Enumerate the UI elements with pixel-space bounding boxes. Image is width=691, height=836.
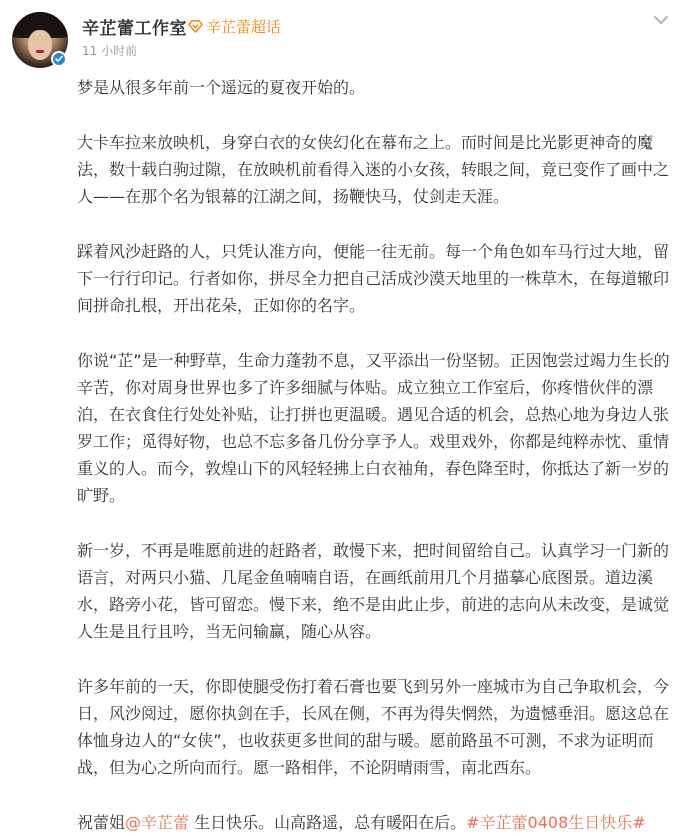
supertopic-link[interactable] (188, 15, 281, 37)
diamond-icon (188, 19, 203, 34)
post-closing (77, 809, 682, 836)
post-timestamp[interactable]: 11 小时前 (82, 44, 138, 58)
closing-prefix: 祝蕾姐 (77, 813, 126, 832)
closing-text: 生日快乐。山高路遥，总有暖阳在后。 (189, 813, 467, 832)
post-paragraph: 大卡车拉来放映机，身穿白衣的女侠幻化在幕布之上。而时间是比光影更神奇的魔法，数十载白驹过隙，在放映机前看得入迷的小女孩，转眼之间，竟已变作了画中之人——在那个名为银幕的江湖之间，扬鞭快马，仗剑走天涯。 (77, 133, 670, 206)
more-button[interactable] (652, 12, 670, 26)
verified-badge-icon (51, 51, 67, 67)
author-name[interactable]: 辛芷蕾工作室 (82, 19, 187, 39)
chevron-down-icon (652, 13, 670, 27)
post-body (77, 74, 682, 836)
avatar-lips (36, 50, 44, 53)
post-paragraph: 你说“芷”是一种野草，生命力蓬勃不息，又平添出一份坚韧。正因饱尝过竭力生长的辛苦，你对周身世界也多了许多细腻与体贴。成立独立工作室后，你疼惜伙伴的漂泊，在衣食住行处处补贴，让打拼也更温暖。遇见合适的机会，总热心地为身边人张罗工作；觅得好物，也总不忘多备几份分享予人。戏里戏外，你都是纯粹赤忱、重情重义的人。而今，敦煌山下的风轻轻拂上白衣袖角，春色降至时，你抵达了新一岁的旷野。 (77, 351, 670, 505)
checkmark-icon (55, 55, 63, 63)
post-paragraph: 许多年前的一天，你即使腿受伤打着石膏也要飞到另外一座城市为自己争取机会，今日，风沙阅过，愿你执剑在手，长风在侧，不再为得失惘然，为遗憾垂泪。愿这总在体恤身边人的“女侠”，也收获更多世间的甜与暖。愿前路虽不可测，不求为证明而战，但为心之所向而行。愿一路相伴，不论阴晴雨雪，南北西东。 (77, 677, 670, 777)
hashtag-link[interactable]: #辛芷蕾0408生日快乐# (466, 813, 646, 832)
post-header (0, 0, 691, 70)
post-paragraph: 踩着风沙赶路的人，只凭认准方向，便能一往无前。每一个角色如车马行过大地，留下一行行印记。行者如你，拼尽全力把自己活成沙漠天地里的一株草木，在每道辙印间拼命扎根，开出花朵，正如你的名字。 (77, 242, 670, 315)
avatar-face (28, 30, 52, 60)
post-paragraph: 梦是从很多年前一个遥远的夏夜开始的。 (77, 78, 366, 97)
post-paragraph: 新一岁，不再是唯愿前进的赶路者，敢慢下来，把时间留给自己。认真学习一门新的语言，对两只小猫、几尾金鱼喃喃自语，在画纸前用几个月描摹心底图景。道边溪水，路旁小花，皆可留恋。慢下来，绝不是由此止步，前进的志向从未改变，是诚觉人生是且行且吟，当无问输赢，随心从容。 (77, 541, 670, 641)
supertopic-label: 辛芷蕾超话 (206, 17, 282, 36)
mention-link[interactable]: @辛芷蕾 (125, 813, 190, 832)
